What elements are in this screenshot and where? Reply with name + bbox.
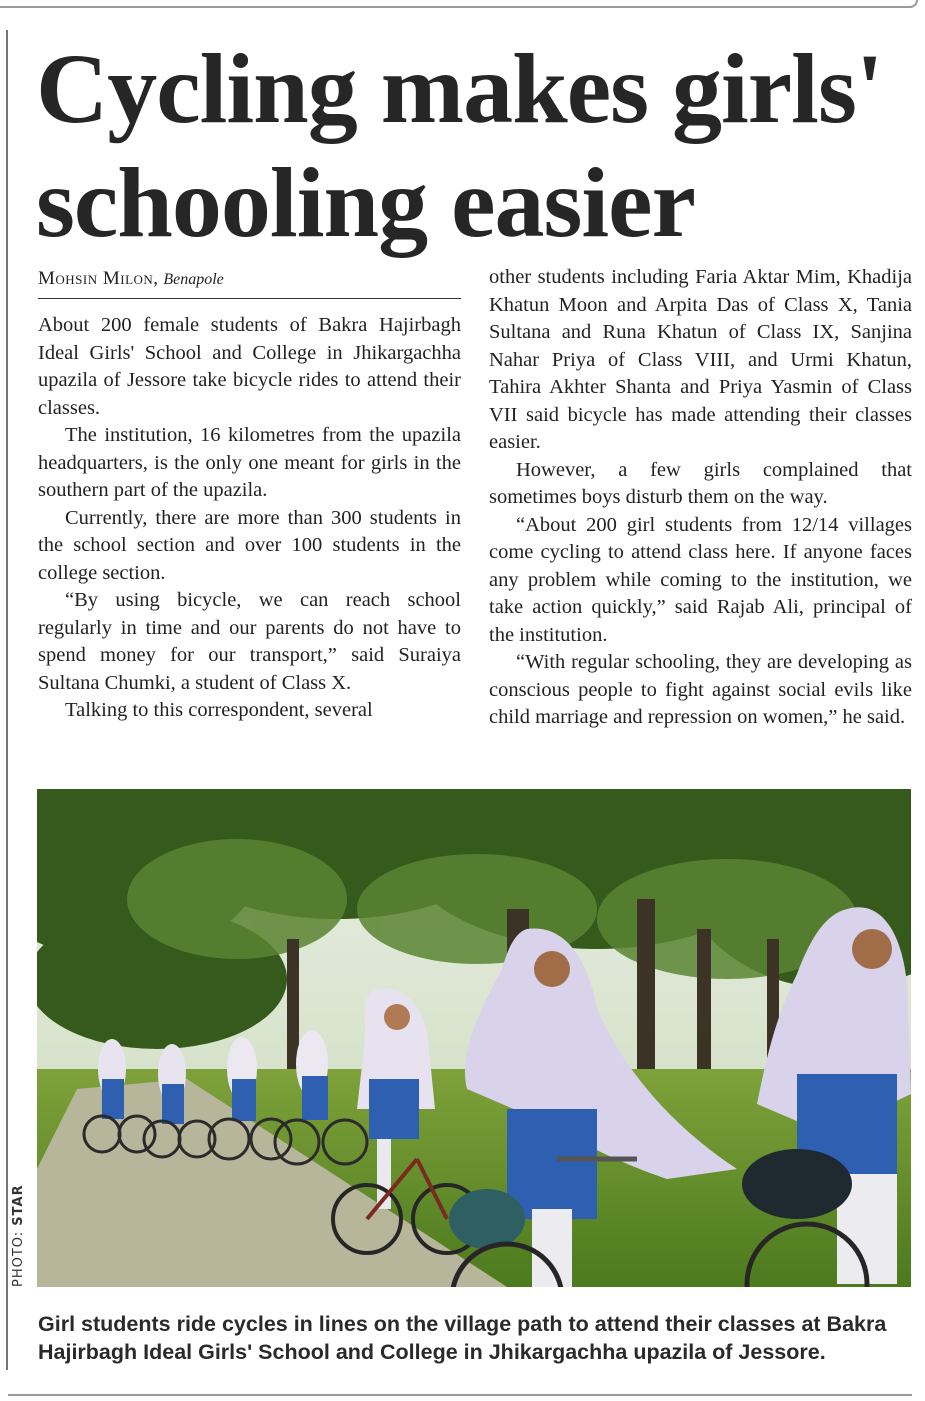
bottom-rule [8,1394,912,1396]
headline-line-1: Cycling makes girls' [36,33,883,144]
article-paragraph: “About 200 girl students from 12/14 villages come cycling to attend class here. If anyone faces any problem while coming to the institution, we take action quickly,” said Rajab Ali, principal of the institution. [489,513,912,646]
page-top-frame [0,0,918,8]
byline-rule [38,298,461,299]
article-column-left [38,312,461,725]
cycling-girls-photo-illustration [37,789,911,1287]
byline [38,268,224,290]
article-paragraph: Talking to this correspondent, several [65,699,373,721]
byline-author: Mohsin Milon, [38,268,159,289]
article-paragraph: Currently, there are more than 300 students in the school section and over 100 students in the college section. [38,506,461,584]
left-column-rule [6,30,8,1370]
headline-line-2: schooling easier [36,147,695,258]
article-paragraph: About 200 female students of Bakra Hajirbagh Ideal Girls' School and College in Jhikargachha upazila of Jessore take bicycle rides to attend their classes. [38,314,461,419]
photo-credit-prefix: PHOTO: [11,1225,26,1287]
article-paragraph: “By using bicycle, we can reach school regularly in time and our parents do not have to spend money for our transport,” said Suraiya Sultana Chumki, a student of Class X. [38,589,461,694]
article-paragraph: However, a few girls complained that sometimes boys disturb them on the way. [489,458,912,508]
article-photo [37,789,911,1287]
photo-credit [11,1184,26,1287]
headline [36,32,920,260]
byline-location: Benapole [163,271,224,288]
article-paragraph: The institution, 16 kilometres from the upazila headquarters, is the only one meant for girls in the southern part of the upazila. [38,424,461,501]
photo-credit-source: STAR [11,1184,26,1226]
article-paragraph: “With regular schooling, they are developing as conscious people to fight against social evils like child marriage and repression on women,” he said. [489,651,912,728]
article-column-right [489,264,912,732]
article-paragraph: other students including Faria Aktar Mim, Khadija Khatun Moon and Arpita Das of Class X, Tania Sultana and Runa Khatun of Class IX, Sanjina Nahar Priya of Class VIII, and Urmi Khatun, Tahira Akhter Shanta and Priya Yasmin of Class VII said bicycle has made attending their classes easier. [489,266,912,453]
photo-caption: Girl students ride cycles in lines on the village path to attend their classes at Bakra Hajirbagh Ideal Girls' School and College in Jhikargachha upazila of Jessore. [38,1312,887,1364]
